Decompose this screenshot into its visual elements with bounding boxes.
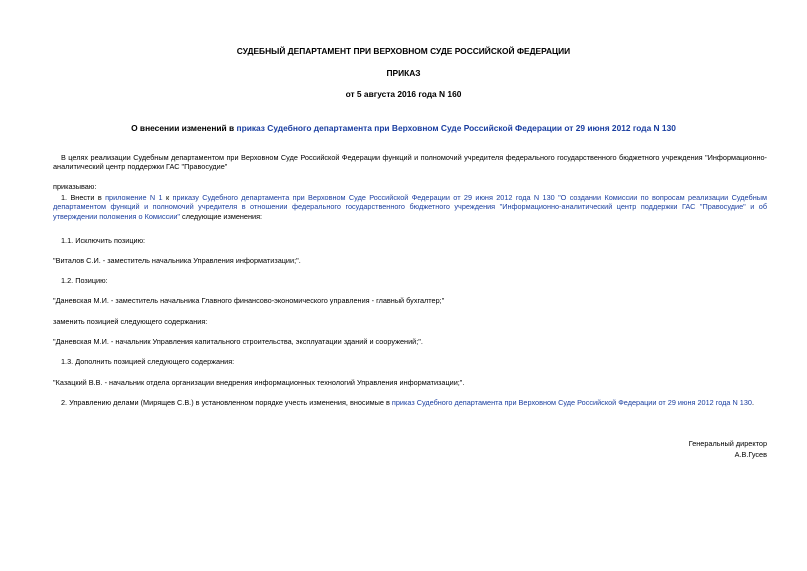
item-1-suffix: следующие изменения: bbox=[180, 211, 263, 221]
item-1-prefix: 1. Внести в bbox=[61, 193, 106, 202]
signature-name: А.В.Гусев bbox=[734, 450, 767, 459]
title-prefix: О внесении изменений в bbox=[131, 123, 237, 133]
item-1-2-quote: "Даневская М.И. - заместитель начальника Главного финансово-экономического управления - главный бухгалтер;" bbox=[53, 296, 445, 305]
item-1-1: 1.1. Исключить позицию: bbox=[61, 236, 146, 245]
appendix-link[interactable]: приложение N 1 bbox=[105, 193, 163, 202]
org-heading: СУДЕБНЫЙ ДЕПАРТАМЕНТ ПРИ ВЕРХОВНОМ СУДЕ РОССИЙСКОЙ ФЕДЕРАЦИИ bbox=[236, 46, 571, 56]
item-2-prefix: 2. Управлению делами (Мирящев С.В.) в установленном порядке учесть изменения, вносимые в bbox=[61, 398, 392, 407]
title-link[interactable]: приказ Судебного департамента при Верховном Суде Российской Федерации от 29 июня 2012 года N 130 bbox=[236, 123, 676, 133]
preamble-paragraph: В целях реализации Судебным департаментом при Верховном Суде Российской Федерации функций и полномочий учредителя федерального государственного бюджетного учреждения "Информационно-аналитический центр поддержки ГАС "Правосудие" bbox=[53, 153, 767, 172]
order-word: приказываю: bbox=[53, 182, 97, 191]
item-1-3-quote: "Казацкий В.В. - начальник отдела организации внедрения информационных технологий Управления информатизации;". bbox=[53, 378, 465, 387]
item-2-suffix: . bbox=[751, 398, 754, 407]
item-1-2-replace: заменить позицией следующего содержания: bbox=[53, 317, 208, 326]
date-number-heading: от 5 августа 2016 года N 160 bbox=[345, 89, 462, 99]
item-1-3: 1.3. Дополнить позицией следующего содержания: bbox=[61, 357, 235, 366]
doc-type-heading: ПРИКАЗ bbox=[386, 68, 421, 78]
order-130-link[interactable]: приказу Судебного департамента при Верховном Суде Российской Федерации от 29 июня 2012 года N 130 "О создании Комиссии по вопросам реализации Судебным департаментом функций и полномочий учредителя в отношении федерального государственного бюджетного учреждения "Информационно-аналитический центр поддержки ГАС "Правосудие" и об утверждении положения о Комиссии" bbox=[53, 193, 767, 221]
item-1-paragraph bbox=[53, 193, 767, 221]
item-1-mid: к bbox=[162, 193, 173, 202]
signature-position: Генеральный директор bbox=[688, 439, 767, 448]
item-1-2: 1.2. Позицию: bbox=[61, 276, 108, 285]
item-1-1-quote: "Виталов С.И. - заместитель начальника Управления информатизации;". bbox=[53, 256, 301, 265]
item-1-2-new: "Даневская М.И. - начальник Управления капитального строительства, эксплуатации зданий и сооружений;". bbox=[53, 337, 423, 346]
item-2-link[interactable]: приказ Судебного департамента при Верховном Суде Российской Федерации от 29 июня 2012 года N 130 bbox=[391, 398, 752, 407]
item-2-paragraph bbox=[61, 398, 754, 407]
document-title bbox=[0, 123, 807, 134]
